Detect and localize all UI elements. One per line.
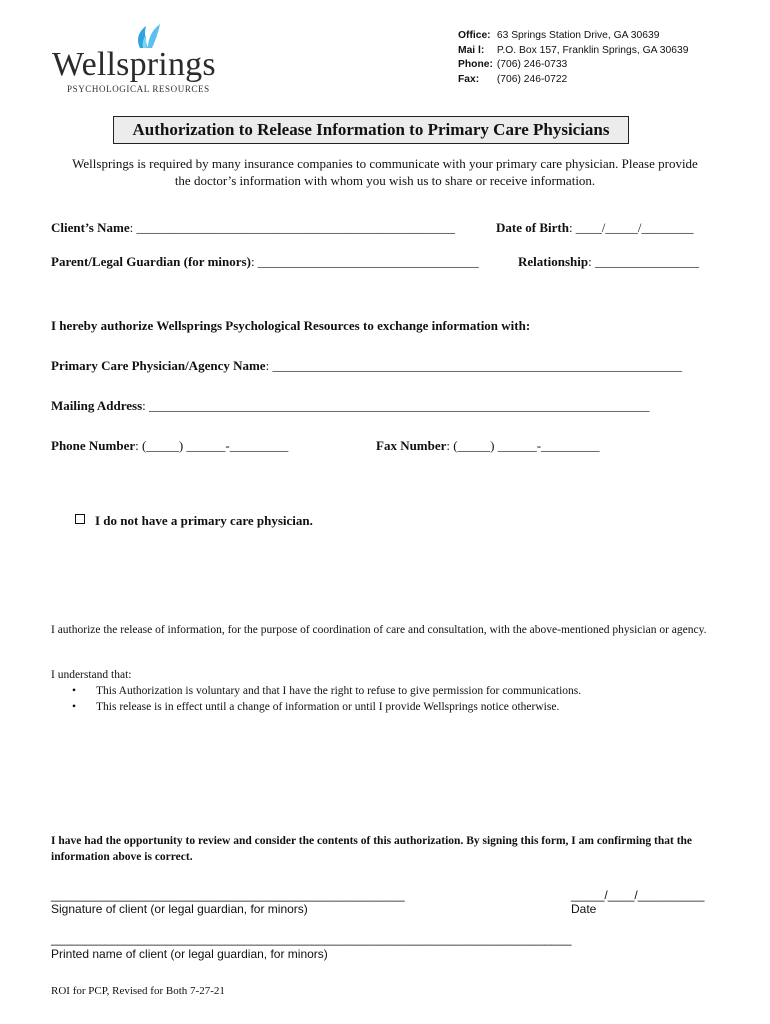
date-label: Date bbox=[571, 902, 597, 916]
wellsprings-logo bbox=[50, 22, 240, 97]
client-name-field[interactable] bbox=[51, 220, 455, 236]
fax-number-blank[interactable]: : (_____) ______-_________ bbox=[446, 438, 600, 453]
client-name-blank[interactable]: : _________________________________________________ bbox=[129, 220, 455, 235]
phone-label: Phone: bbox=[458, 59, 493, 70]
logo-wordmark: Wellsprings bbox=[52, 46, 216, 83]
phone-number-field[interactable] bbox=[51, 438, 288, 454]
phone-number-blank[interactable]: : (_____) ______-_________ bbox=[135, 438, 289, 453]
mailing-blank[interactable]: : _____________________________________________________________________________ bbox=[142, 398, 650, 413]
release-paragraph: I authorize the release of information, for the purpose of coordination of care and consultation, with the above-mentioned physician or agency. bbox=[51, 624, 707, 636]
authorize-heading: I hereby authorize Wellsprings Psychological Resources to exchange information with: bbox=[51, 318, 531, 333]
physician-label: Primary Care Physician/Agency Name bbox=[51, 358, 266, 373]
guardian-label: Parent/Legal Guardian (for minors) bbox=[51, 254, 251, 269]
printed-name-line[interactable]: ______________________________________________________________________________ bbox=[51, 932, 572, 946]
relationship-label: Relationship bbox=[518, 254, 589, 269]
fax-value: (706) 246-0722 bbox=[496, 73, 568, 85]
intro-line-2: the doctor’s information with whom you wish us to share or receive information. bbox=[174, 173, 596, 188]
intro-text bbox=[48, 155, 722, 189]
page-title: Authorization to Release Information to Primary Care Physicians bbox=[113, 116, 629, 144]
client-name-label: Client’s Name bbox=[51, 220, 130, 235]
signature-line[interactable]: _____________________________________________________ bbox=[51, 888, 405, 902]
fax-number-field[interactable] bbox=[376, 438, 600, 454]
logo-tagline: PSYCHOLOGICAL RESOURCES bbox=[67, 84, 210, 94]
date-line[interactable]: _____/____/__________ bbox=[571, 888, 705, 902]
no-pcp-option[interactable] bbox=[75, 513, 313, 529]
fax-number-label: Fax Number bbox=[376, 438, 447, 453]
mailing-label: Mailing Address bbox=[51, 398, 143, 413]
dob-field[interactable] bbox=[496, 220, 694, 236]
guardian-field[interactable] bbox=[51, 254, 479, 270]
mail-label: Mai l: bbox=[458, 44, 485, 56]
no-pcp-checkbox[interactable] bbox=[75, 514, 85, 524]
confirmation-text: I have had the opportunity to review and consider the contents of this authorization. By signing this form, I am confirming that the information above is correct. bbox=[51, 835, 693, 863]
office-label: Office: bbox=[458, 30, 491, 41]
mailing-address-field[interactable] bbox=[51, 398, 650, 414]
phone-number-label: Phone Number bbox=[51, 438, 136, 453]
dob-label: Date of Birth bbox=[496, 220, 569, 235]
contact-info bbox=[458, 29, 688, 87]
dob-blank[interactable]: : ____/_____/________ bbox=[568, 220, 694, 235]
office-address: 63 Springs Station Drive, GA 30639 bbox=[496, 30, 660, 41]
signature-label: Signature of client (or legal guardian, for minors) bbox=[51, 902, 308, 916]
no-pcp-label: I do not have a primary care physician. bbox=[95, 513, 313, 528]
list-item: • This Authorization is voluntary and that I have the right to refuse to give permission for communications. bbox=[72, 685, 582, 697]
list-item: • This release is in effect until a change of information or until I provide Wellsprings notice otherwise. bbox=[72, 701, 560, 713]
printed-name-label: Printed name of client (or legal guardian, for minors) bbox=[51, 947, 328, 961]
guardian-blank[interactable]: : __________________________________ bbox=[250, 254, 479, 269]
understand-list bbox=[72, 683, 581, 715]
fax-label: Fax: bbox=[458, 73, 480, 85]
physician-name-field[interactable] bbox=[51, 358, 682, 374]
physician-blank[interactable]: : _______________________________________________________________ bbox=[265, 358, 682, 373]
relationship-blank[interactable]: : ________________ bbox=[588, 254, 699, 269]
intro-line-1: Wellsprings is required by many insurance companies to communicate with your primary care physician. Please provide bbox=[72, 156, 698, 171]
footer-revision: ROI for PCP, Revised for Both 7-27-21 bbox=[51, 985, 225, 997]
understand-label: I understand that: bbox=[51, 669, 132, 681]
mail-address: P.O. Box 157, Franklin Springs, GA 30639 bbox=[496, 44, 689, 56]
phone-value: (706) 246-0733 bbox=[496, 59, 568, 70]
relationship-field[interactable] bbox=[518, 254, 699, 270]
